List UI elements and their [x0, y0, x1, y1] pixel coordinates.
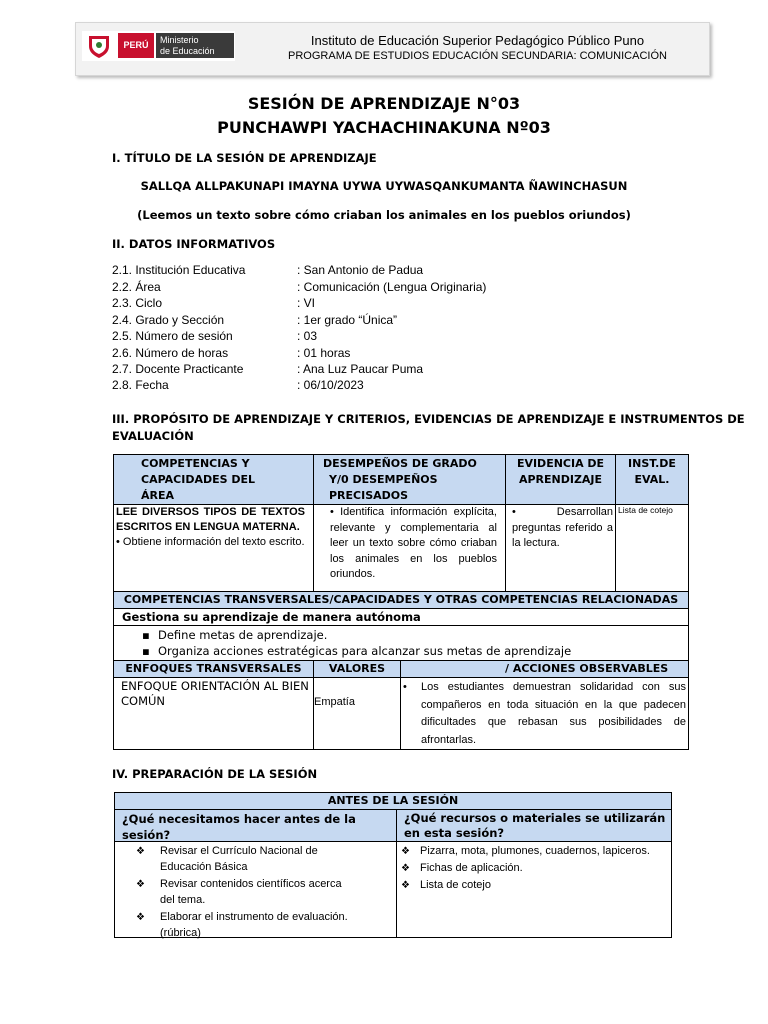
program-name: PROGRAMA DE ESTUDIOS EDUCACIÓN SECUNDARIA: COMUNICACIÓN	[288, 50, 667, 62]
session-title-quechua: PUNCHAWPI YACHACHINAKUNA Nº03	[217, 118, 551, 137]
list-item: ▪ Define metas de aprendizaje.	[142, 628, 328, 642]
list-item: ❖ Revisar contenidos científicos acerca del tema.	[136, 878, 342, 906]
cell-desempeno: • Identifica información explícita, relevante y complementaria al leer un texto sobre cómo criaban los animales en los pueblos oriundos.	[313, 504, 506, 592]
session-name-quechua: SALLQA ALLPAKUNAPI IMAYNA UYWA UYWASQANKUMANTA ÑAWINCHASUN	[140, 179, 628, 193]
logo-peru-text: PERÚ	[118, 33, 154, 58]
header-evidencia: EVIDENCIA DE APRENDIZAJE	[505, 454, 616, 505]
list-item: ❖ Fichas de aplicación.	[401, 862, 523, 874]
cell-evidencia: • Desarrollan preguntas referido a la lectura.	[505, 504, 616, 592]
section-4-heading: IV. PREPARACIÓN DE LA SESIÓN	[112, 767, 318, 781]
header-que-hacer: ¿Qué necesitamos hacer antes de la sesión?	[114, 809, 397, 842]
cell-instrumento: Lista de cotejo	[615, 504, 689, 592]
list-item: ❖ Pizarra, mota, plumones, cuadernos, lapiceros.	[401, 845, 650, 857]
cell-competencia: LEE DIVERSOS TIPOS DE TEXTOS ESCRITOS EN LENGUA MATERNA. • Obtiene información del texto escrito.	[113, 504, 314, 592]
peru-shield-icon	[86, 33, 112, 59]
logo-ministry-text: Ministerio de Educación	[156, 33, 234, 58]
header-valores: VALORES	[313, 660, 401, 678]
cell-recursos	[396, 841, 672, 938]
cell-enfoque: ENFOQUE ORIENTACIÓN AL BIEN COMÚN	[113, 677, 314, 750]
header-enfoques: ENFOQUES TRANSVERSALES	[113, 660, 314, 678]
institute-name: Instituto de Educación Superior Pedagógico Público Puno	[310, 33, 645, 48]
transversal-items	[113, 625, 689, 661]
list-item: ▪ Organiza acciones estratégicas para alcanzar sus metas de aprendizaje	[142, 644, 572, 658]
transversal-title-row: Gestiona su aprendizaje de manera autónoma	[113, 608, 689, 626]
header-instrumento: INST.DE EVAL.	[615, 454, 689, 505]
cell-accion: • Los estudiantes demuestran solidaridad con sus compañeros en toda situación en la que padecen dificultades que rebasan sus posibilidades de afrontarlas.	[400, 677, 689, 750]
section-1-heading: I. TÍTULO DE LA SESIÓN DE APRENDIZAJE	[112, 151, 377, 165]
list-item: ❖ Lista de cotejo	[401, 879, 491, 891]
header-antes-sesion: ANTES DE LA SESIÓN	[114, 792, 672, 810]
session-name-spanish: (Leemos un texto sobre cómo criaban los animales en los pueblos oriundos)	[137, 208, 631, 222]
session-title: SESIÓN DE APRENDIZAJE N°03	[247, 94, 521, 113]
list-item: ❖ Elaborar el instrumento de evaluación. (rúbrica)	[136, 911, 348, 939]
header-desempenos: DESEMPEÑOS DE GRADO Y/0 DESEMPEÑOS PRECISADOS	[313, 454, 506, 505]
section-3-heading: III. PROPÓSITO DE APRENDIZAJE Y CRITERIOS, EVIDENCIAS DE APRENDIZAJE E INSTRUMENTOS DE EVALUACIÓN	[112, 412, 745, 443]
section-2-heading: II. DATOS INFORMATIVOS	[112, 237, 276, 251]
header-acciones: / ACCIONES OBSERVABLES	[400, 660, 689, 678]
list-item: ❖ Revisar el Currículo Nacional de Educación Básica	[136, 845, 318, 873]
transversal-header: COMPETENCIAS TRANSVERSALES/CAPACIDADES Y OTRAS COMPETENCIAS RELACIONADAS	[113, 591, 689, 609]
cell-valor: Empatía	[313, 677, 401, 750]
header-competencias: COMPETENCIAS Y CAPACIDADES DEL ÁREA	[113, 454, 314, 505]
header-recursos: ¿Qué recursos o materiales se utilizarán en esta sesión?	[396, 809, 672, 842]
cell-actividades	[114, 841, 397, 938]
